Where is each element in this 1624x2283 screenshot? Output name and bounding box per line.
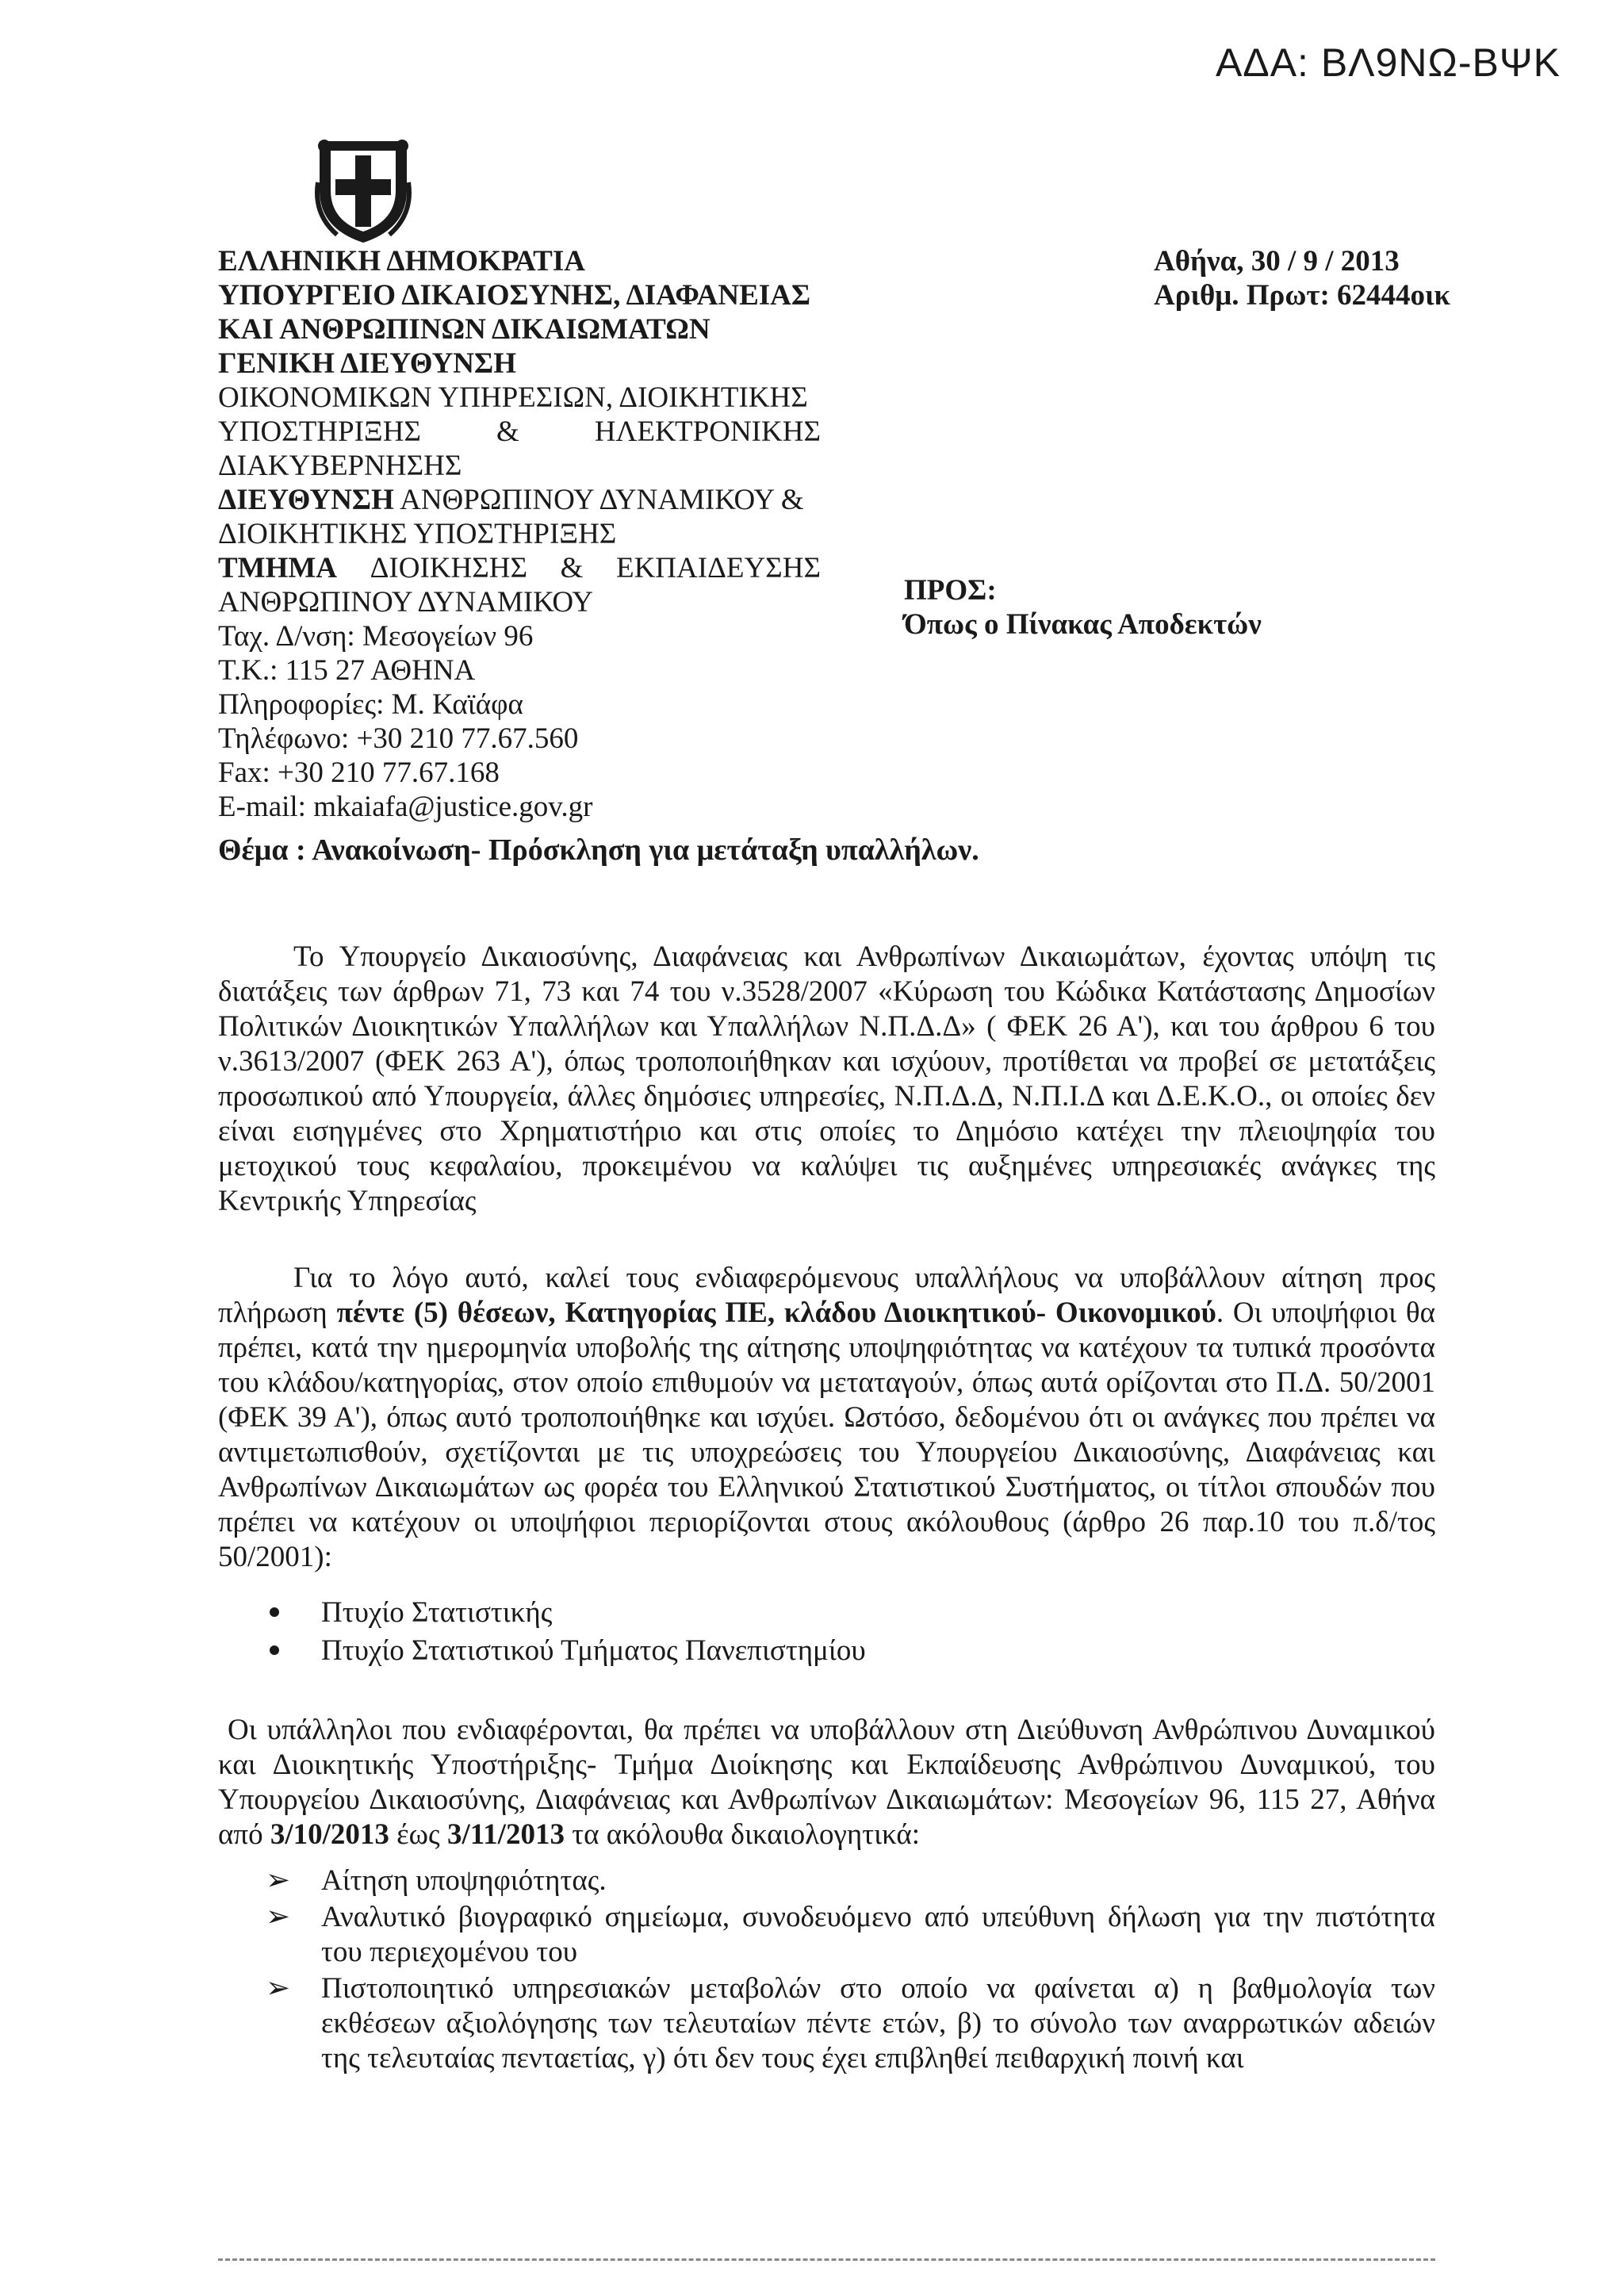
- ada-code: ΑΔΑ: ΒΛ9ΝΩ-ΒΨΚ: [1215, 40, 1561, 85]
- general-directorate-line-2: [218, 415, 821, 449]
- department-line-2: ΑΝΘΡΩΠΙΝΟΥ ΔΥΝΑΜΙΚΟΥ: [218, 586, 593, 619]
- paragraph-call-end: . Οι υποψήφιοι θα πρέπει, κατά την ημερομηνία υποβολής της αίτησης υποψηφιότητας να κατέχουν τα τυπικά προσόντα του κλάδου/κατηγορίας, στον οποίο επιθυμούν να μεταταγούν, όπως αυτά ορίζονται στο Π.Δ. 50/2001 (ΦΕΚ 39 Α'), όπως αυτό τροποποιήθηκε και ισχύει. Ωστόσο, δεδομένου ότι οι ανάγκες που πρέπει να αντιμετωπισθούν, σχετίζονται με τις υποχρεώσεις του Υπουργείου Δικαιοσύνης, Διαφάνειας και Ανθρωπίνων Δικαιωμάτων ως φορέα του Ελληνικού Στατιστικού Συστήματος, οι τίτλοι σπουδών που πρέπει να κατέχουν οι υποψήφιοι περιορίζονται στους ακόλουθους (άρθρο 26 παρ.10 του π.δ/τος 50/2001):: [218, 1297, 1436, 1573]
- arrow-bullet-icon: ➢: [266, 1901, 291, 1933]
- gd-word-3: ΗΛΕΚΤΡΟΝΙΚΗΣ: [594, 416, 821, 448]
- paragraph-call-start: Για το λόγο αυτό, καλεί τους ενδιαφερόμενους υπαλλήλους να υποβάλλουν αίτηση προς πλήρωση: [218, 1262, 1435, 1329]
- ministry-line-1: ΥΠΟΥΡΓΕΙΟ ΔΙΚΑΙΟΣΥΝΗΣ, ΔΙΑΦΑΝΕΙΑΣ: [218, 279, 811, 312]
- general-directorate: ΓΕΝΙΚΗ ΔΙΕΥΘΥΝΣΗ: [218, 347, 516, 380]
- gd-word-1: ΥΠΟΣΤΗΡΙΞΗΣ: [218, 416, 421, 448]
- general-directorate-line-3: ΔΙΑΚΥΒΕΡΝΗΣΗΣ: [218, 450, 462, 482]
- paragraph-call: [218, 1261, 1435, 1575]
- document-text: Αναλυτικό βιογραφικό σημείωμα, συνοδευόμενο από υπεύθυνη δήλωση για την πιστότητα του περιεχομένου του: [321, 1901, 1435, 1968]
- documents-list: [266, 1864, 1435, 2078]
- address: Ταχ. Δ/νση: Μεσογείων 96: [218, 620, 534, 653]
- submission-middle: έως: [389, 1818, 447, 1851]
- submission-end: τα ακόλουθα δικαιολογητικά:: [564, 1818, 921, 1851]
- department-word-3: ΕΚΠΑΙΔΕΥΣΗΣ: [615, 552, 821, 584]
- contact-person: Πληροφορίες: Μ. Καϊάφα: [218, 688, 523, 721]
- phone: Τηλέφωνο: +30 210 77.67.560: [218, 722, 579, 755]
- fax: Fax: +30 210 77.67.168: [218, 757, 500, 789]
- arrow-bullet-icon: ➢: [266, 1864, 291, 1897]
- positions-highlight: πέντε (5) θέσεων, Κατηγορίας ΠΕ, κλάδου Διοικητικού- Οικονομικού: [336, 1297, 1216, 1329]
- sender-block: [218, 244, 821, 824]
- document-text: Αίτηση υποψηφιότητας.: [321, 1864, 607, 1897]
- recipients-block: [904, 573, 1262, 642]
- degrees-list: [266, 1594, 866, 1670]
- ministry-line-2: ΚΑΙ ΑΝΘΡΩΠΙΝΩΝ ΔΙΚΑΙΩΜΑΤΩΝ: [218, 313, 710, 346]
- recipients-label: ΠΡΟΣ:: [904, 574, 997, 607]
- date-block: [1154, 244, 1450, 312]
- department-line-1: [218, 551, 821, 585]
- recipients-value: Όπως ο Πίνακας Αποδεκτών: [904, 608, 1262, 641]
- greek-coat-of-arms-icon: [313, 135, 413, 247]
- gd-word-2: &: [496, 416, 519, 448]
- department-word-1: ΔΙΟΙΚΗΣΗΣ: [370, 552, 528, 584]
- document-item: [266, 1971, 1435, 2076]
- directorate-label: ΔΙΕΥΘΥΝΣΗ: [218, 484, 394, 516]
- paragraph-submission: [218, 1713, 1435, 1852]
- degree-item: Πτυχίο Στατιστικού Τμήματος Πανεπιστημίου: [266, 1632, 866, 1670]
- scan-edge-line: [218, 2258, 1435, 2261]
- date-to: 3/11/2013: [446, 1818, 565, 1851]
- arrow-bullet-icon: ➢: [266, 1972, 291, 2005]
- document-item: [266, 1900, 1435, 1970]
- document-item: [266, 1864, 1435, 1898]
- postcode: Τ.Κ.: 115 27 ΑΘΗΝΑ: [218, 654, 476, 687]
- department-word-2: &: [560, 552, 584, 584]
- date-line: Αθήνα, 30 / 9 / 2013: [1154, 245, 1400, 278]
- general-directorate-line-1: ΟΙΚΟΝΟΜΙΚΩΝ ΥΠΗΡΕΣΙΩΝ, ΔΙΟΙΚΗΤΙΚΗΣ: [218, 381, 808, 414]
- date-from: 3/10/2013: [270, 1818, 389, 1851]
- republic-name: ΕΛΛΗΝΙΚΗ ΔΗΜΟΚΡΑΤΙΑ: [218, 245, 585, 278]
- submission-start: Οι υπάλληλοι που ενδιαφέρονται, θα πρέπει να υποβάλλουν στη Διεύθυνση Ανθρώπινου Δυναμικού και Διοικητικής Υποστήριξης- Τμήμα Διοίκησης και Εκπαίδευσης Ανθρώπινου Δυναμικού, του Υπουργείου Δικαιοσύνης, Διαφάνειας και Ανθρωπίνων Δικαιωμάτων: Μεσογείων 96, 115 27, Αθήνα από: [218, 1714, 1435, 1851]
- subject-line: Θέμα : Ανακοίνωση- Πρόσκληση για μετάταξη υπαλλήλων.: [218, 833, 979, 867]
- directorate-line-2: ΔΙΟΙΚΗΤΙΚΗΣ ΥΠΟΣΤΗΡΙΞΗΣ: [218, 518, 617, 550]
- degree-item: Πτυχίο Στατιστικής: [266, 1594, 866, 1632]
- protocol-number: Αριθμ. Πρωτ: 62444οικ: [1154, 279, 1451, 312]
- directorate-line-1: [218, 483, 821, 517]
- department-label: ΤΜΗΜΑ: [218, 552, 338, 584]
- paragraph-intro: Το Υπουργείο Δικαιοσύνης, Διαφάνειας και Ανθρωπίνων Δικαιωμάτων, έχοντας υπόψη τις διατάξεις των άρθρων 71, 73 και 74 του ν.3528/2007 «Κύρωση του Κώδικα Κατάστασης Δημοσίων Πολιτικών Διοικητικών Υπαλλήλων και Υπαλλήλων Ν.Π.Δ.Δ» ( ΦΕΚ 26 Α'), και του άρθρου 6 του ν.3613/2007 (ΦΕΚ 263 Α'), όπως τροποποιήθηκαν και ισχύουν, προτίθεται να προβεί σε μετατάξεις προσωπικού από Υπουργεία, άλλες δημόσιες υπηρεσίες, Ν.Π.Δ.Δ, Ν.Π.Ι.Δ και Δ.Ε.Κ.Ο., οι οποίες δεν είναι εισηγμένες στο Χρηματιστήριο και στις οποίες το Δημόσιο κατέχει την πλειοψηφία του μετοχικού τους κεφαλαίου, προκειμένου να καλύψει τις αυξημένες υπηρεσιακές ανάγκες της Κεντρικής Υπηρεσίας: [218, 940, 1435, 1217]
- email: E-mail: mkaiafa@justice.gov.gr: [218, 791, 593, 823]
- directorate-name: ΑΝΘΡΩΠΙΝΟΥ ΔΥΝΑΜΙΚΟΥ &: [393, 484, 804, 516]
- document-text: Πιστοποιητικό υπηρεσιακών μεταβολών στο οποίο να φαίνεται α) η βαθμολογία των εκθέσεων αξιολόγησης των τελευταίων πέντε ετών, β) το σύνολο των αναρρωτικών αδειών της τελευταίας πενταετίας, γ) ότι δεν τους έχει επιβληθεί πειθαρχική ποινή και: [321, 1972, 1435, 2074]
